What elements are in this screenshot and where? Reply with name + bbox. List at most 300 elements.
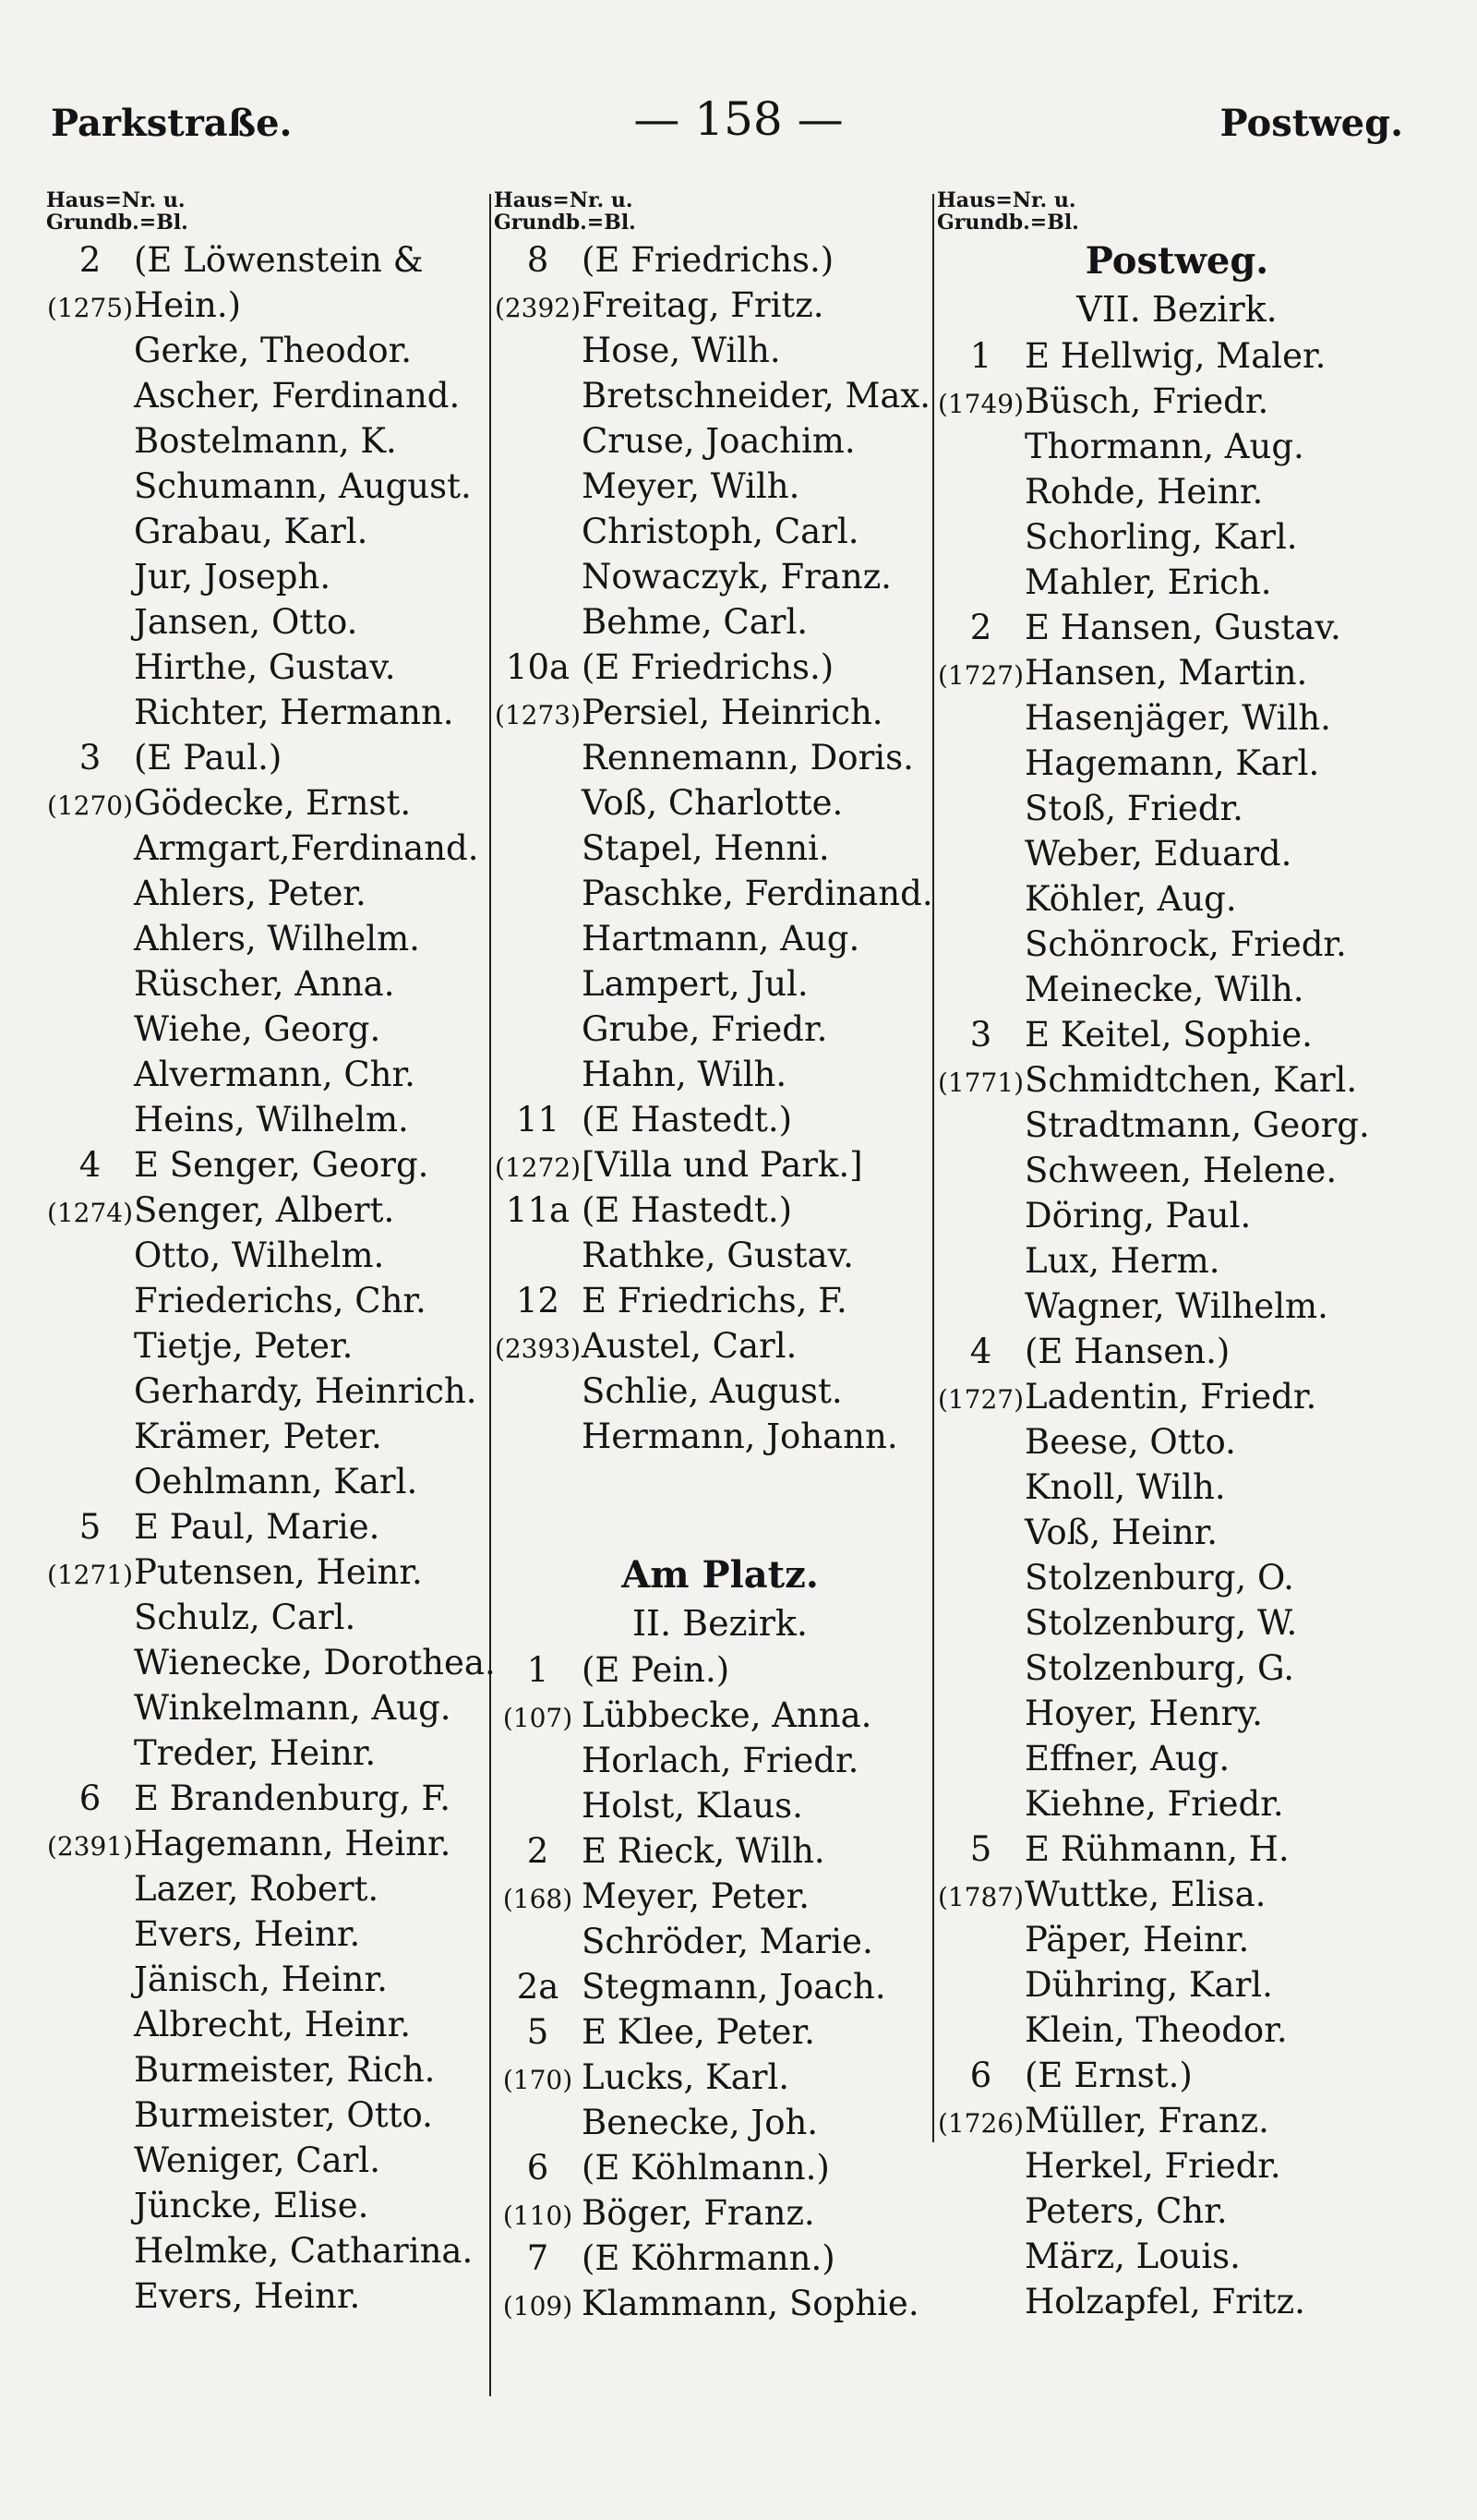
land-register-number: (1271) bbox=[46, 1560, 134, 1590]
entry-line bbox=[937, 1419, 1417, 1465]
entry-line bbox=[46, 2273, 489, 2319]
entry-text: Stegmann, Joach. bbox=[582, 1967, 886, 2007]
entry-line bbox=[494, 1414, 946, 1459]
entry-text: Evers, Heinr. bbox=[134, 1914, 361, 1954]
entry-line bbox=[937, 1374, 1417, 1419]
house-number: 7 bbox=[526, 2238, 549, 2278]
entry-text: E Klee, Peter. bbox=[582, 2012, 815, 2052]
entry-text: Wiehe, Georg. bbox=[134, 1009, 381, 1049]
land-register-number: (1273) bbox=[494, 700, 582, 730]
entry-text: Schönrock, Friedr. bbox=[1025, 924, 1347, 964]
entry-line bbox=[46, 1007, 489, 1052]
entry-text: Ascher, Ferdinand. bbox=[134, 376, 461, 416]
entry-text: E Friedrichs, F. bbox=[582, 1281, 847, 1320]
entry-line bbox=[937, 786, 1417, 831]
entry-line bbox=[46, 1595, 489, 1640]
entry-text: Meinecke, Wilh. bbox=[1025, 970, 1304, 1009]
entry-line bbox=[46, 690, 489, 735]
entry-text: Lucks, Karl. bbox=[582, 2057, 790, 2097]
entry-text: Voß, Charlotte. bbox=[582, 783, 844, 823]
entry-line bbox=[46, 1323, 489, 1369]
entry-line bbox=[937, 605, 1417, 650]
entry-line bbox=[494, 1278, 946, 1323]
entry-line bbox=[937, 560, 1417, 605]
entry-line bbox=[46, 1821, 489, 1866]
entry-text: Kiehne, Friedr. bbox=[1025, 1784, 1284, 1824]
entry-text: Büsch, Friedr. bbox=[1025, 381, 1269, 421]
entry-line bbox=[937, 650, 1417, 695]
entry-line bbox=[46, 464, 489, 509]
entry-text: Horlach, Friedr. bbox=[582, 1741, 859, 1780]
entry-text: Evers, Heinr. bbox=[134, 2276, 361, 2316]
entry-text: Rathke, Gustav. bbox=[582, 1236, 854, 1275]
entry-text: Schulz, Carl. bbox=[134, 1598, 356, 1637]
entry-line bbox=[46, 554, 489, 599]
land-register-number: (110) bbox=[502, 2200, 573, 2231]
entry-text: Hansen, Martin. bbox=[1025, 653, 1308, 693]
entry-line bbox=[46, 1504, 489, 1549]
entry-text: Schmidtchen, Karl. bbox=[1025, 1060, 1358, 1100]
entry-line bbox=[46, 1866, 489, 1911]
land-register-number: (1726) bbox=[937, 2108, 1025, 2139]
entry-text: Müller, Franz. bbox=[1025, 2101, 1269, 2140]
entry-line bbox=[937, 1510, 1417, 1555]
entry-line bbox=[494, 1188, 946, 1233]
entry-text: Voß, Heinr. bbox=[1025, 1513, 1219, 1552]
land-register-number: (1275) bbox=[46, 293, 134, 323]
house-number: 5 bbox=[526, 2012, 549, 2052]
entry-text: Winkelmann, Aug. bbox=[134, 1688, 451, 1728]
entry-line bbox=[46, 418, 489, 464]
entry-text: Peters, Chr. bbox=[1025, 2191, 1228, 2231]
entry-text: E Hellwig, Maler. bbox=[1025, 336, 1327, 376]
land-register-number: (170) bbox=[502, 2065, 573, 2095]
house-number: 1 bbox=[969, 336, 992, 376]
entry-text: Holst, Klaus. bbox=[582, 1786, 803, 1826]
entry-line bbox=[937, 2053, 1417, 2098]
entry-line bbox=[46, 961, 489, 1007]
entry-text: Otto, Wilhelm. bbox=[134, 1236, 385, 1275]
entry-text: Thormann, Aug. bbox=[1025, 427, 1304, 466]
entry-line bbox=[937, 922, 1417, 967]
entry-line bbox=[937, 333, 1417, 379]
entry-line bbox=[494, 961, 946, 1007]
section-title: Postweg. bbox=[1085, 239, 1269, 283]
entry-text: Ahlers, Wilhelm. bbox=[134, 919, 420, 959]
entry-line bbox=[494, 1007, 946, 1052]
entry-text: E Keitel, Sophie. bbox=[1025, 1015, 1313, 1055]
house-number: 1 bbox=[526, 1650, 549, 1690]
entry-text: Wuttke, Elisa. bbox=[1025, 1875, 1267, 1914]
entry-line bbox=[46, 645, 489, 690]
entry-line bbox=[46, 1730, 489, 1776]
entry-text: Lübbecke, Anna. bbox=[582, 1695, 872, 1735]
entry-line bbox=[46, 1459, 489, 1504]
entry-text: (E Hastedt.) bbox=[582, 1190, 793, 1230]
entry-line bbox=[46, 1188, 489, 1233]
entry-text: (E Köhlmann.) bbox=[582, 2148, 830, 2188]
entry-text: Jansen, Otto. bbox=[134, 602, 358, 642]
entry-line bbox=[494, 826, 946, 871]
entry-text: Dühring, Karl. bbox=[1025, 1965, 1273, 2005]
land-register-number: (107) bbox=[502, 1703, 573, 1733]
entry-text: Lazer, Robert. bbox=[134, 1869, 379, 1909]
column-rule bbox=[489, 194, 491, 2396]
entry-line bbox=[494, 328, 946, 373]
entry-line bbox=[494, 2236, 946, 2281]
entry-text: Hose, Wilh. bbox=[582, 331, 781, 370]
entry-text: Böger, Franz. bbox=[582, 2193, 815, 2233]
entry-line bbox=[494, 1964, 946, 2009]
entry-text: März, Louis. bbox=[1025, 2237, 1241, 2276]
entry-line bbox=[937, 424, 1417, 469]
column-header bbox=[494, 189, 946, 234]
entry-text: Krämer, Peter. bbox=[134, 1417, 382, 1456]
entry-text: Stradtmann, Georg. bbox=[1025, 1105, 1370, 1145]
entry-line bbox=[937, 2143, 1417, 2188]
entry-line bbox=[937, 2188, 1417, 2234]
entry-text: Schween, Helene. bbox=[1025, 1151, 1338, 1190]
entry-text: Stolzenburg, O. bbox=[1025, 1558, 1294, 1598]
entry-line bbox=[46, 780, 489, 826]
entry-line bbox=[494, 1369, 946, 1414]
house-number: 12 bbox=[515, 1281, 560, 1320]
section-district: II. Bezirk. bbox=[631, 1603, 809, 1644]
house-number: 3 bbox=[78, 738, 102, 778]
entry-text: Klammann, Sophie. bbox=[582, 2284, 919, 2323]
entry-line bbox=[937, 1917, 1417, 1962]
entry-line bbox=[494, 1647, 946, 1693]
house-number: 8 bbox=[526, 240, 549, 280]
entry-line bbox=[46, 1142, 489, 1188]
entry-text: Tietje, Peter. bbox=[134, 1326, 354, 1366]
entry-text: Senger, Albert. bbox=[134, 1190, 395, 1230]
entry-text: Weber, Eduard. bbox=[1025, 834, 1292, 874]
land-register-number: (1787) bbox=[937, 1882, 1025, 1912]
entry-text: Stoß, Friedr. bbox=[1025, 789, 1243, 828]
entry-line bbox=[937, 1103, 1417, 1148]
entry-text: Nowaczyk, Franz. bbox=[582, 557, 892, 597]
entry-text: Meyer, Wilh. bbox=[582, 466, 800, 506]
house-number: 6 bbox=[526, 2148, 549, 2188]
entry-text: (E Friedrichs.) bbox=[582, 647, 835, 687]
entry-line bbox=[494, 2190, 946, 2236]
house-number: 4 bbox=[78, 1145, 102, 1185]
entry-line bbox=[494, 464, 946, 509]
column-header-line: Grundb.=Bl. bbox=[494, 211, 636, 235]
entry-line bbox=[494, 237, 946, 283]
house-number: 4 bbox=[969, 1332, 992, 1371]
entry-line bbox=[937, 1148, 1417, 1193]
house-number: 2 bbox=[78, 240, 102, 280]
entry-text: [Villa und Park.] bbox=[582, 1145, 863, 1185]
land-register-number: (2392) bbox=[494, 293, 582, 323]
entry-line bbox=[494, 1142, 946, 1188]
house-number: 2a bbox=[516, 1967, 559, 2007]
entry-line bbox=[494, 1097, 946, 1142]
entry-text: Burmeister, Otto. bbox=[134, 2095, 433, 2135]
entry-line bbox=[46, 2138, 489, 2183]
entry-text: Hagemann, Karl. bbox=[1025, 743, 1320, 783]
entry-text: Freitag, Fritz. bbox=[582, 285, 824, 325]
entry-line bbox=[46, 1640, 496, 1685]
entry-text: Hagemann, Heinr. bbox=[134, 1824, 451, 1863]
entry-text: Gerhardy, Heinrich. bbox=[134, 1371, 477, 1411]
entry-text: Lux, Herm. bbox=[1025, 1241, 1220, 1281]
entry-text: Christoph, Carl. bbox=[582, 512, 859, 551]
entry-line bbox=[494, 1874, 946, 1919]
entry-line bbox=[46, 237, 489, 283]
entry-text: Cruse, Joachim. bbox=[582, 421, 856, 461]
entry-line bbox=[494, 735, 946, 780]
land-register-number: (1270) bbox=[46, 790, 134, 821]
entry-line bbox=[937, 1962, 1417, 2008]
entry-line bbox=[494, 2281, 946, 2326]
column-header-line: Grundb.=Bl. bbox=[937, 211, 1079, 235]
entry-line bbox=[46, 1549, 489, 1595]
section-title: Am Platz. bbox=[621, 1553, 819, 1597]
house-number: 5 bbox=[969, 1829, 992, 1869]
column-3 bbox=[937, 189, 1417, 2324]
entry-line bbox=[494, 2055, 946, 2100]
entry-line bbox=[937, 1691, 1417, 1736]
entry-text: Rohde, Heinr. bbox=[1025, 472, 1264, 512]
entry-line bbox=[494, 1919, 946, 1964]
entry-text: Paschke, Ferdinand. bbox=[582, 874, 933, 913]
entry-line bbox=[46, 2002, 489, 2047]
land-register-number: (1771) bbox=[937, 1067, 1025, 1098]
entry-line bbox=[937, 695, 1417, 741]
entry-text: Stapel, Henni. bbox=[582, 828, 830, 868]
entry-text: Albrecht, Heinr. bbox=[134, 2005, 411, 2044]
entry-text: Grube, Friedr. bbox=[582, 1009, 828, 1049]
running-head-left: Parkstraße. bbox=[51, 102, 293, 145]
entry-line bbox=[937, 514, 1417, 560]
entry-text: Herkel, Friedr. bbox=[1025, 2146, 1281, 2186]
entry-line bbox=[46, 2228, 489, 2273]
entry-line bbox=[494, 1323, 946, 1369]
column-header bbox=[46, 189, 489, 234]
entry-line bbox=[937, 379, 1417, 424]
entry-text: Hahn, Wilh. bbox=[582, 1055, 787, 1094]
entry-line bbox=[46, 1233, 489, 1278]
entry-text: Ahlers, Peter. bbox=[134, 874, 366, 913]
entry-text: Hirthe, Gustav. bbox=[134, 647, 396, 687]
entry-text: E Senger, Georg. bbox=[134, 1145, 429, 1185]
entry-text: Gödecke, Ernst. bbox=[134, 783, 412, 823]
house-number: 5 bbox=[78, 1507, 102, 1547]
entry-text: Schumann, August. bbox=[134, 466, 472, 506]
entry-line bbox=[46, 735, 489, 780]
entry-line bbox=[46, 1369, 489, 1414]
entry-line bbox=[494, 916, 946, 961]
entry-line bbox=[494, 418, 946, 464]
entry-line bbox=[494, 1693, 946, 1738]
entry-text: Bretschneider, Max. bbox=[582, 376, 931, 416]
column-header-line: Haus=Nr. u. bbox=[46, 188, 186, 212]
entry-line bbox=[937, 1555, 1417, 1600]
entry-line bbox=[46, 373, 489, 418]
entry-text: Putensen, Heinr. bbox=[134, 1552, 423, 1592]
entry-line bbox=[46, 1776, 489, 1821]
entry-text: Schröder, Marie. bbox=[582, 1922, 873, 1961]
entry-text: Schlie, August. bbox=[582, 1371, 843, 1411]
entry-list bbox=[494, 237, 946, 1459]
entry-text: Hermann, Johann. bbox=[582, 1417, 898, 1456]
entry-text: E Paul, Marie. bbox=[134, 1507, 380, 1547]
entry-text: Rüscher, Anna. bbox=[134, 964, 395, 1004]
entry-line bbox=[494, 2100, 946, 2145]
entry-line bbox=[494, 1052, 946, 1097]
entry-line bbox=[494, 690, 946, 735]
house-number: 10a bbox=[505, 647, 570, 687]
land-register-number: (1272) bbox=[494, 1152, 582, 1183]
entry-text: Knoll, Wilh. bbox=[1025, 1467, 1226, 1507]
entry-list bbox=[46, 237, 496, 2319]
entry-line bbox=[937, 1193, 1417, 1238]
entry-line bbox=[937, 1781, 1417, 1827]
entry-list bbox=[937, 333, 1417, 2324]
entry-line bbox=[46, 916, 489, 961]
entry-line bbox=[937, 831, 1417, 876]
entry-text: Stolzenburg, G. bbox=[1025, 1648, 1294, 1688]
entry-text: Lampert, Jul. bbox=[582, 964, 809, 1004]
entry-line bbox=[937, 2098, 1417, 2143]
entry-line bbox=[937, 1827, 1417, 1872]
entry-line bbox=[494, 599, 946, 645]
page-number: — 158 — bbox=[633, 92, 844, 146]
entry-line bbox=[494, 1233, 946, 1278]
entry-text: Jüncke, Elise. bbox=[134, 2186, 369, 2225]
entry-line bbox=[46, 1052, 489, 1097]
entry-text: Heins, Wilhelm. bbox=[134, 1100, 409, 1139]
entry-text: Döring, Paul. bbox=[1025, 1196, 1252, 1236]
entry-text: Schorling, Karl. bbox=[1025, 517, 1298, 557]
entry-line bbox=[937, 741, 1417, 786]
land-register-number: (2391) bbox=[46, 1831, 134, 1862]
entry-line bbox=[494, 871, 946, 916]
entry-line bbox=[46, 1414, 489, 1459]
entry-line bbox=[937, 1465, 1417, 1510]
column-header-line: Haus=Nr. u. bbox=[494, 188, 633, 212]
entry-text: (E Paul.) bbox=[134, 738, 282, 778]
column-2 bbox=[494, 189, 946, 2326]
entry-line bbox=[46, 1097, 489, 1142]
entry-line bbox=[494, 1783, 946, 1828]
entry-line bbox=[937, 1872, 1417, 1917]
entry-line bbox=[937, 1238, 1417, 1284]
entry-line bbox=[494, 2145, 946, 2190]
entry-line bbox=[937, 967, 1417, 1012]
entry-text: Hoyer, Henry. bbox=[1025, 1694, 1263, 1733]
house-number: 11 bbox=[515, 1100, 560, 1139]
land-register-number: (1274) bbox=[46, 1198, 134, 1228]
entry-text: (E Pein.) bbox=[582, 1650, 730, 1690]
house-number: 3 bbox=[969, 1015, 992, 1055]
entry-text: Wienecke, Dorothea. bbox=[134, 1643, 496, 1682]
entry-text: Effner, Aug. bbox=[1025, 1739, 1231, 1778]
entry-text: Meyer, Peter. bbox=[582, 1876, 811, 1916]
entry-text: Bostelmann, K. bbox=[134, 421, 397, 461]
entry-text: Alvermann, Chr. bbox=[134, 1055, 415, 1094]
entry-line bbox=[46, 509, 489, 554]
entry-text: Rennemann, Doris. bbox=[582, 738, 914, 778]
entry-line bbox=[937, 2234, 1417, 2279]
land-register-number: (1749) bbox=[937, 389, 1025, 419]
entry-text: Persiel, Heinrich. bbox=[582, 693, 883, 732]
entry-text: (E Löwenstein & bbox=[134, 240, 424, 280]
entry-text: Ladentin, Friedr. bbox=[1025, 1377, 1317, 1417]
entry-line bbox=[46, 283, 489, 328]
entry-text: E Hansen, Gustav. bbox=[1025, 608, 1341, 647]
entry-text: Oehlmann, Karl. bbox=[134, 1462, 418, 1501]
entry-line bbox=[494, 2009, 946, 2055]
column-header-line: Grundb.=Bl. bbox=[46, 211, 188, 235]
entry-text: E Brandenburg, F. bbox=[134, 1778, 451, 1818]
entry-text: Gerke, Theodor. bbox=[134, 331, 413, 370]
land-register-number: (1727) bbox=[937, 660, 1025, 691]
house-number: 11a bbox=[505, 1190, 570, 1230]
house-number: 6 bbox=[969, 2056, 992, 2095]
land-register-number: (2393) bbox=[494, 1333, 582, 1364]
entry-text: Mahler, Erich. bbox=[1025, 562, 1272, 602]
entry-text: E Rühmann, H. bbox=[1025, 1829, 1290, 1869]
entry-text: Hartmann, Aug. bbox=[582, 919, 860, 959]
entry-text: Weniger, Carl. bbox=[134, 2140, 380, 2180]
entry-line bbox=[937, 1646, 1417, 1691]
entry-line bbox=[937, 1736, 1417, 1781]
entry-text: Armgart,Ferdinand. bbox=[134, 828, 479, 868]
entry-line bbox=[937, 1284, 1417, 1329]
entry-text: Behme, Carl. bbox=[582, 602, 809, 642]
house-number: 6 bbox=[78, 1778, 102, 1818]
entry-line bbox=[494, 509, 946, 554]
entry-line bbox=[46, 871, 489, 916]
entry-line bbox=[937, 469, 1417, 514]
entry-line bbox=[494, 554, 946, 599]
entry-line bbox=[494, 645, 946, 690]
entry-line bbox=[46, 2047, 489, 2092]
entry-list bbox=[494, 1647, 946, 2326]
entry-text: (E Ernst.) bbox=[1025, 2056, 1193, 2095]
entry-text: Grabau, Karl. bbox=[134, 512, 368, 551]
entry-text: Jänisch, Heinr. bbox=[134, 1959, 388, 1999]
entry-text: Friederichs, Chr. bbox=[134, 1281, 426, 1320]
entry-line bbox=[937, 2279, 1417, 2324]
entry-line bbox=[937, 2008, 1417, 2053]
entry-line bbox=[494, 373, 946, 418]
running-head-right: Postweg. bbox=[1219, 102, 1403, 145]
entry-line bbox=[46, 1957, 489, 2002]
entry-text: (E Köhrmann.) bbox=[582, 2238, 835, 2278]
entry-text: Hein.) bbox=[134, 285, 242, 325]
entry-text: Richter, Hermann. bbox=[134, 693, 454, 732]
entry-line bbox=[937, 1329, 1417, 1374]
entry-text: Köhler, Aug. bbox=[1025, 879, 1237, 919]
entry-text: Helmke, Catharina. bbox=[134, 2231, 474, 2271]
land-register-number: (109) bbox=[502, 2291, 573, 2321]
entry-line bbox=[937, 876, 1417, 922]
house-number: 2 bbox=[526, 1831, 549, 1871]
entry-text: Benecke, Joh. bbox=[582, 2103, 819, 2142]
entry-text: Austel, Carl. bbox=[582, 1326, 798, 1366]
column-header-line: Haus=Nr. u. bbox=[937, 188, 1076, 212]
entry-text: Treder, Heinr. bbox=[134, 1733, 377, 1773]
entry-line bbox=[46, 599, 489, 645]
entry-line bbox=[937, 1600, 1417, 1646]
entry-line bbox=[937, 1012, 1417, 1057]
land-register-number: (168) bbox=[502, 1884, 573, 1914]
